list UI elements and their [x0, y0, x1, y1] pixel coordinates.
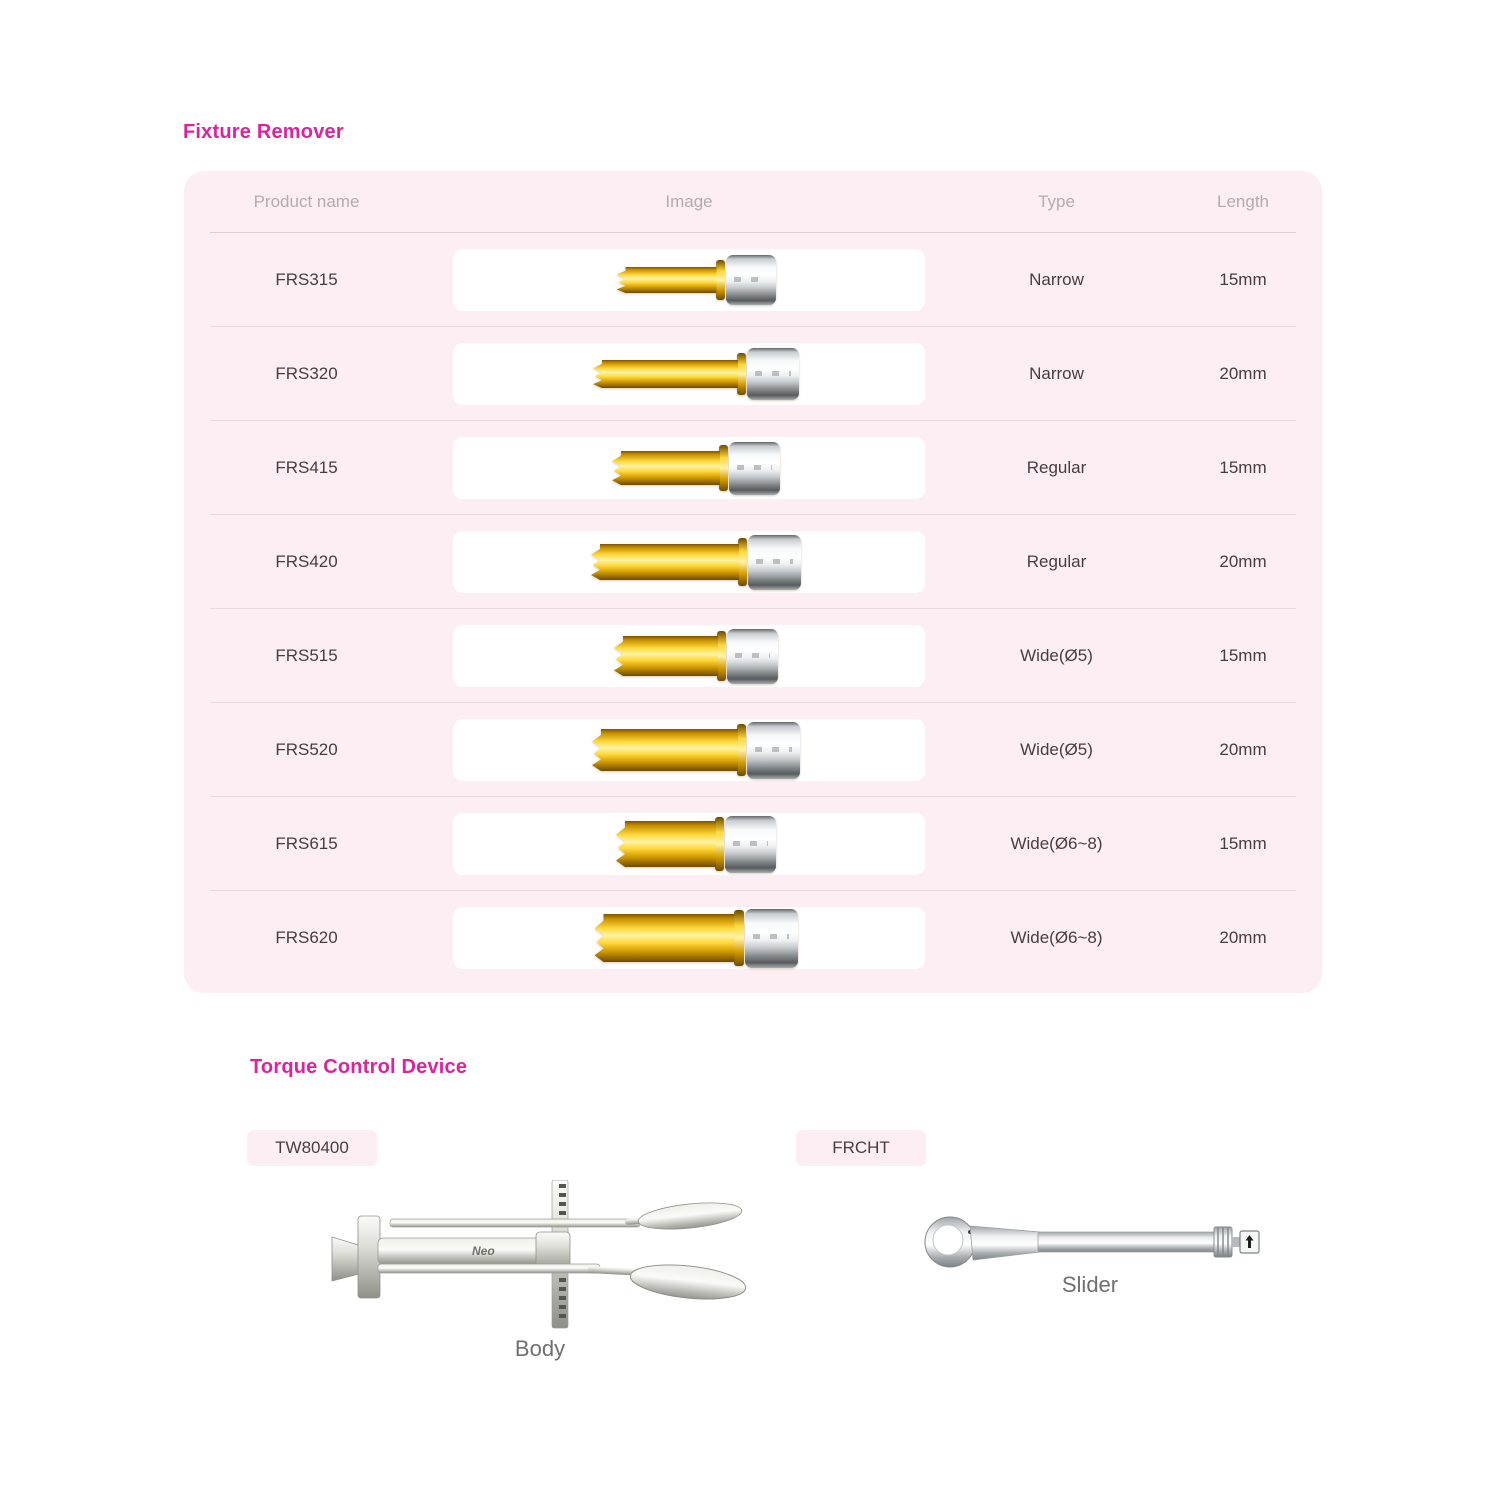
tool-collar — [737, 724, 746, 776]
body-upper-rod — [390, 1219, 640, 1227]
tool-collar — [716, 260, 725, 300]
product-name: FRS515 — [275, 646, 338, 665]
tool-cap — [748, 535, 801, 590]
tool-collar — [715, 817, 724, 871]
table-row — [184, 421, 1322, 515]
tool-cap — [747, 722, 800, 779]
product-type: Wide(Ø5) — [1020, 646, 1093, 665]
tool-shaft — [592, 729, 738, 771]
product-length: 15mm — [1219, 458, 1267, 477]
fixture-remover-table — [184, 171, 1322, 993]
product-length: 15mm — [1219, 646, 1267, 665]
product-type: Regular — [1026, 458, 1087, 477]
product-length: 20mm — [1219, 740, 1267, 759]
tool-cap — [745, 909, 798, 968]
tool-collar — [738, 538, 747, 586]
product-code-badge-frcht: FRCHT — [796, 1130, 926, 1166]
product-type: Narrow — [1029, 364, 1084, 383]
product-image-box — [453, 907, 925, 969]
tool-cap — [729, 442, 780, 495]
fixture-remover-tool-image — [616, 816, 776, 873]
tool-shaft — [617, 267, 717, 293]
product-image-box — [453, 437, 925, 499]
product-type: Regular — [1026, 552, 1087, 571]
product-type: Wide(Ø6~8) — [1010, 834, 1103, 853]
fixture-remover-tool-image — [612, 442, 780, 495]
slider-shaft — [1038, 1232, 1216, 1252]
product-name: FRS520 — [275, 740, 338, 759]
tool-shaft — [595, 914, 735, 962]
product-length: 20mm — [1219, 552, 1267, 571]
product-type: Wide(Ø6~8) — [1010, 928, 1103, 947]
col-header-image: Image — [665, 192, 713, 211]
product-name: FRS615 — [275, 834, 338, 853]
col-header-type: Type — [1038, 192, 1075, 211]
product-code-badge-tw80400: TW80400 — [247, 1130, 377, 1166]
product-name: FRS620 — [275, 928, 338, 947]
slider-ring-hole — [933, 1225, 963, 1255]
tool-cap — [726, 255, 776, 305]
tool-cap — [725, 816, 776, 873]
table-row — [184, 703, 1322, 797]
table-row — [184, 797, 1322, 891]
fixture-remover-tool-image — [593, 348, 799, 400]
fixture-remover-tool-image — [592, 722, 800, 779]
product-name: FRS420 — [275, 552, 338, 571]
body-upper-handle — [637, 1199, 743, 1234]
fixture-remover-tool-image — [595, 909, 798, 968]
product-length: 20mm — [1219, 364, 1267, 383]
fixture-remover-tool-image — [591, 535, 801, 590]
tool-shaft — [593, 360, 738, 388]
product-length: 15mm — [1219, 270, 1267, 289]
product-image-box — [453, 343, 925, 405]
product-image-box — [453, 719, 925, 781]
table-header-row — [184, 171, 1322, 233]
tool-shaft — [616, 821, 716, 867]
product-image-box — [453, 249, 925, 311]
tool-collar — [717, 631, 726, 681]
product-length: 15mm — [1219, 834, 1267, 853]
col-header-product-name: Product name — [253, 192, 360, 211]
body-lower-handle — [629, 1260, 748, 1304]
torque-slider-device-image — [920, 1210, 1260, 1270]
slider-neck — [970, 1226, 1040, 1260]
tool-collar — [719, 445, 728, 491]
product-name: FRS315 — [275, 270, 338, 289]
body-caption: Body — [514, 1336, 566, 1361]
tool-cap — [727, 629, 778, 684]
tool-shaft — [614, 636, 718, 676]
table-row — [184, 609, 1322, 703]
slider-end-pin — [1232, 1237, 1240, 1247]
product-length: 20mm — [1219, 928, 1267, 947]
product-image-box — [453, 813, 925, 875]
body-left-bracket — [358, 1216, 380, 1298]
table-row — [184, 515, 1322, 609]
col-header-length: Length — [1217, 192, 1269, 211]
tool-cap — [747, 348, 799, 400]
torque-body-device-image — [330, 1180, 750, 1332]
product-type: Narrow — [1029, 270, 1084, 289]
product-name: FRS320 — [275, 364, 338, 383]
tool-collar — [734, 910, 744, 966]
fixture-remover-tool-image — [614, 629, 778, 684]
product-name: FRS415 — [275, 458, 338, 477]
table-row — [184, 891, 1322, 985]
body-barrel — [378, 1238, 560, 1264]
product-image-box — [453, 625, 925, 687]
fixture-remover-section-title: Fixture Remover — [183, 121, 344, 143]
table-row — [184, 327, 1322, 421]
torque-control-section-title: Torque Control Device — [250, 1056, 468, 1078]
table-row — [184, 233, 1322, 327]
tool-shaft — [591, 544, 739, 580]
body-logo-text: Neo — [472, 1244, 495, 1258]
product-type: Wide(Ø5) — [1020, 740, 1093, 759]
fixture-remover-tool-image — [617, 255, 776, 305]
product-image-box — [453, 531, 925, 593]
tool-shaft — [612, 451, 720, 485]
slider-caption: Slider — [1061, 1272, 1119, 1297]
tool-collar — [737, 353, 746, 395]
body-lower-rod — [378, 1264, 600, 1273]
